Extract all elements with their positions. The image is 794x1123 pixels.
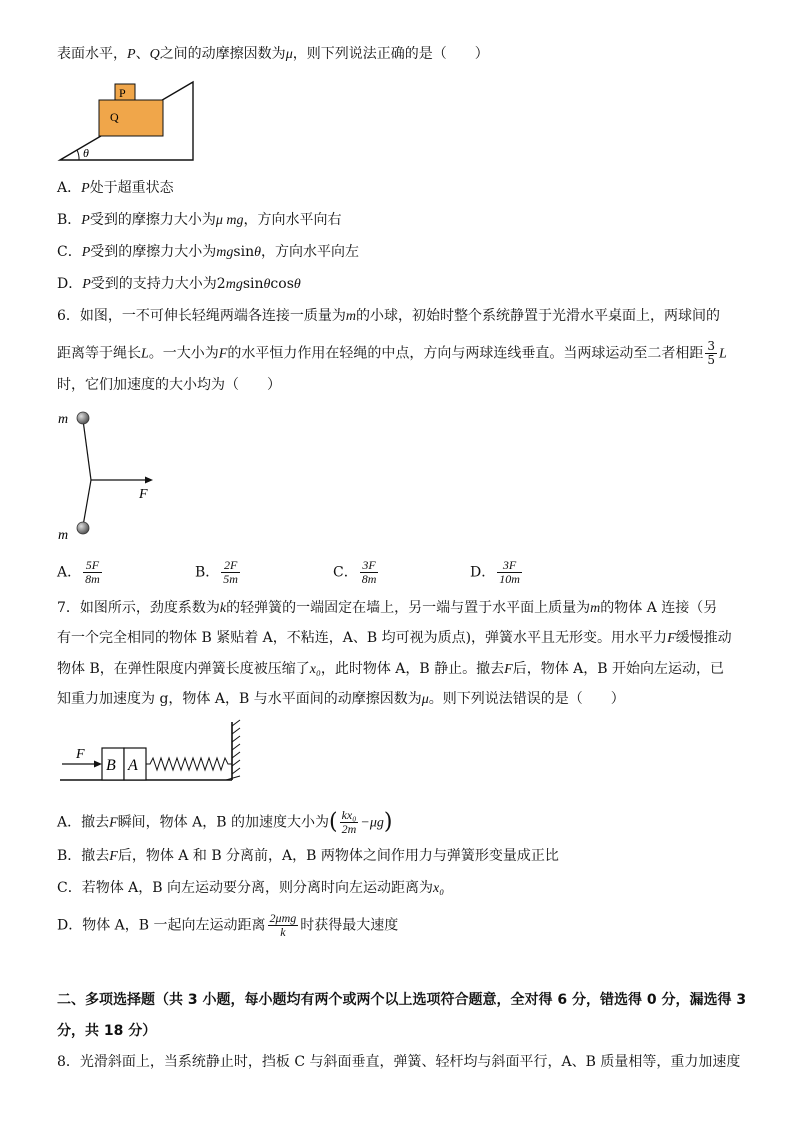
section2-heading-line1: 二、多项选择题（共 3 小题，每小题均有两个或两个以上选项符合题意，全对得 6 分，错选得 0 分，漏选得 3 [57, 992, 747, 1008]
label-block-b: B [106, 757, 116, 774]
q7-option-a: A．撤去F瞬间，物体 A，B 的加速度大小为( $\frac{\text{kx₀}}{2m}$ −μg) [57, 808, 393, 836]
q5-option-a: A．P处于超重状态 [57, 180, 174, 196]
q6-option-b: B． $\frac{2F}{5m}$ [195, 558, 238, 586]
q7-option-c: C．若物体 A，B 向左运动要分离，则分离时向左运动距离为x₀ [57, 880, 445, 896]
ball-bottom [77, 522, 89, 534]
q5-option-b: B．P受到的摩擦力大小为μ mg，方向水平向右 [57, 212, 342, 228]
q6-option-a: A． $\frac{5F}{8m}$ [57, 558, 100, 586]
rope-bottom [83, 480, 91, 526]
spring [146, 758, 232, 770]
label-theta: θ [83, 146, 89, 160]
section2-heading-line2: 分，共 18 分） [57, 1023, 157, 1039]
label-f: F [76, 747, 85, 762]
q5-option-d: D．P受到的支持力大小为2mgsinθcosθ [57, 276, 301, 292]
arrow-head-f [94, 761, 102, 768]
q6-stem-line2: 距离等于绳长L。一大小为F的水平恒力作用在轻绳的中点，方向与两球连线垂直。当两球运动至二者相距 $\frac{3}{5}$ L [57, 339, 727, 367]
q7-option-b: B．撤去F后，物体 A 和 B 分离前，A，B 两物体之间作用力与弹簧形变量成正比 [57, 848, 559, 864]
q7-stem-line1: 7．如图所示，劲度系数为k的轻弹簧的一端固定在墙上，另一端与置于水平面上质量为m的物体 A 连接（另 [57, 600, 718, 616]
q7-stem-line2: 有一个完全相同的物体 B 紧贴着 A，不粘连，A、B 均可视为质点)，弹簧水平且无形变。用水平力F缓慢推动 [57, 630, 732, 646]
wall-hatch [226, 720, 240, 780]
q5-stem: 表面水平，P、Q之间的动摩擦因数为μ，则下列说法正确的是（ ） [57, 46, 489, 62]
label-m-top: m [58, 412, 69, 427]
label-p: P [119, 86, 126, 100]
label-m-bottom: m [58, 528, 69, 543]
q5-option-c: C．P受到的摩擦力大小为mgsinθ，方向水平向左 [57, 244, 359, 260]
ball-top [77, 412, 89, 424]
q8-stem-line1: 8．光滑斜面上，当系统静止时，挡板 C 与斜面垂直，弹簧、轻杆均与斜面平行，A、B 质量相等，重力加速度 [57, 1054, 741, 1070]
q6-stem-line3: 时，它们加速度的大小均为（ ） [57, 377, 281, 393]
q7-spring-figure [60, 718, 245, 788]
rope-top [83, 420, 91, 480]
label-block-a: A [128, 757, 138, 774]
q6-option-c: C． $\frac{3F}{8m}$ [333, 558, 377, 586]
q7-stem-line3: 物体 B，在弹性限度内弹簧长度被压缩了x₀，此时物体 A，B 静止。撤去F后，物体 A，B 开始向左运动，已 [57, 661, 725, 677]
q7-option-d: D．物体 A，B 一起向左运动距离 $\frac{\text{2μmg}}{k}$ 时获得最大速度 [57, 911, 399, 939]
arrow-head [145, 477, 153, 484]
q6-option-d: D． $\frac{3F}{10m}$ [470, 558, 520, 586]
q7-stem-line4: 知重力加速度为 g，物体 A，B 与水平面间的动摩擦因数为μ。则下列说法错误的是（ ） [57, 691, 625, 707]
q6-stem-line1: 6．如图，一不可伸长轻绳两端各连接一质量为m的小球，初始时整个系统静置于光滑水平桌面上，两球间的 [57, 308, 721, 324]
q6-balls-figure [55, 408, 165, 543]
label-q: Q [110, 110, 119, 124]
q5-incline-figure [55, 78, 200, 164]
block-q [99, 100, 163, 136]
label-f: F [139, 487, 148, 502]
